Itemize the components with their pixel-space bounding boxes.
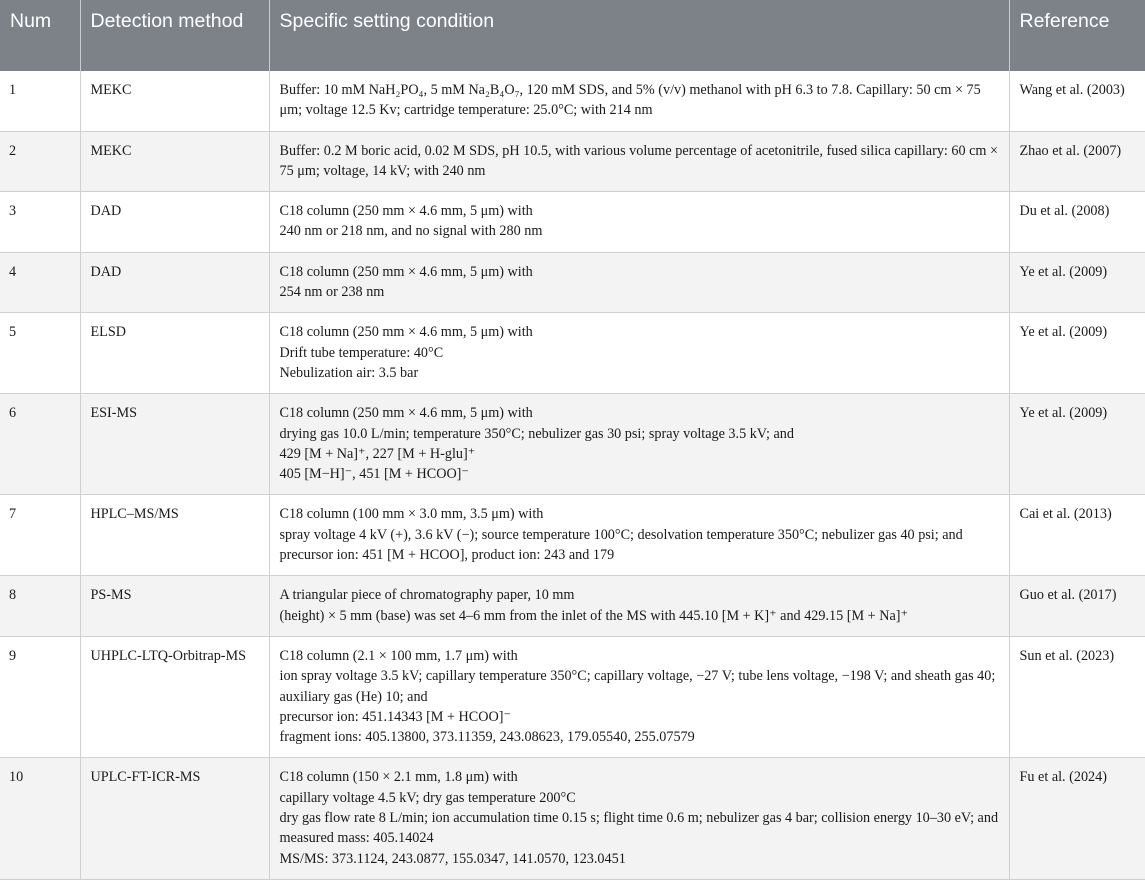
header-method: Detection method [80, 0, 269, 71]
setting-line: C18 column (150 × 2.1 mm, 1.8 μm) with [279, 769, 518, 786]
cell-num: 4 [0, 252, 80, 313]
setting-line: MS/MS: 373.1124, 243.0877, 155.0347, 141.0570, 123.0451 [279, 850, 626, 867]
setting-line: 429 [M + Na]⁺, 227 [M + H-glu]⁺ [279, 445, 476, 462]
cell-reference: Fu et al. (2024) [1009, 758, 1145, 879]
table-row [0, 495, 1145, 576]
cell-method: MEKC [80, 71, 269, 131]
cell-setting [269, 192, 1009, 253]
cell-reference: Sun et al. (2023) [1009, 636, 1145, 757]
cell-setting [269, 495, 1009, 576]
cell-reference: Ye et al. (2009) [1009, 394, 1145, 495]
table-row [0, 252, 1145, 313]
setting-line: capillary voltage 4.5 kV; dry gas temperature 200°C [279, 789, 576, 806]
setting-line: C18 column (2.1 × 100 mm, 1.7 μm) with [279, 647, 518, 664]
setting-line: (height) × 5 mm (base) was set 4–6 mm from the inlet of the MS with 445.10 [M + K]⁺ and 429.15 [M + Na]⁺ [279, 607, 908, 624]
setting-line: Nebulization air: 3.5 bar [279, 364, 419, 381]
cell-method: DAD [80, 252, 269, 313]
cell-reference: Wang et al. (2003) [1009, 71, 1145, 131]
table-body [0, 71, 1145, 879]
cell-num: 10 [0, 758, 80, 879]
setting-line: Drift tube temperature: 40°C [279, 344, 444, 361]
cell-reference: Guo et al. (2017) [1009, 576, 1145, 637]
cell-reference: Ye et al. (2009) [1009, 252, 1145, 313]
table-header-row [0, 0, 1145, 71]
setting-line: 405 [M−H]⁻, 451 [M + HCOO]⁻ [279, 466, 469, 483]
table-row [0, 758, 1145, 879]
cell-method: ELSD [80, 313, 269, 394]
cell-method: DAD [80, 192, 269, 253]
cell-reference: Zhao et al. (2007) [1009, 131, 1145, 192]
cell-method: PS-MS [80, 576, 269, 637]
table-row [0, 636, 1145, 757]
cell-reference: Ye et al. (2009) [1009, 313, 1145, 394]
table-row [0, 131, 1145, 192]
setting-line: fragment ions: 405.13800, 373.11359, 243.08623, 179.05540, 255.07579 [279, 729, 695, 746]
setting-line: dry gas flow rate 8 L/min; ion accumulation time 0.15 s; flight time 0.6 m; nebulizer gas 4 bar; collision energy 10–30 eV; and measured mass: 405.14024 [279, 810, 999, 847]
cell-num: 9 [0, 636, 80, 757]
setting-line: A triangular piece of chromatography paper, 10 mm [279, 587, 575, 604]
cell-reference: Du et al. (2008) [1009, 192, 1145, 253]
table-row [0, 192, 1145, 253]
setting-line: C18 column (100 mm × 3.0 mm, 3.5 μm) with [279, 506, 544, 523]
setting-line: C18 column (250 mm × 4.6 mm, 5 μm) with [279, 324, 533, 341]
cell-num: 6 [0, 394, 80, 495]
cell-num: 7 [0, 495, 80, 576]
header-reference: Reference [1009, 0, 1145, 71]
cell-num: 3 [0, 192, 80, 253]
cell-setting [269, 71, 1009, 131]
cell-setting [269, 576, 1009, 637]
table-row [0, 71, 1145, 131]
header-setting: Specific setting condition [269, 0, 1009, 71]
cell-num: 8 [0, 576, 80, 637]
setting-line: 240 nm or 218 nm, and no signal with 280 nm [279, 223, 543, 240]
setting-line: 254 nm or 238 nm [279, 284, 385, 301]
cell-num: 1 [0, 71, 80, 131]
cell-setting [269, 313, 1009, 394]
setting-line: C18 column (250 mm × 4.6 mm, 5 μm) with [279, 263, 533, 280]
setting-line: precursor ion: 451.14343 [M + HCOO]⁻ [279, 708, 511, 725]
setting-line: spray voltage 4 kV (+), 3.6 kV (−); source temperature 100°C; desolvation temperature 350°C; nebulizer gas 40 psi; and precursor ion: 451 [M + HCOO], product ion: 243 and 179 [279, 526, 963, 564]
cell-num: 5 [0, 313, 80, 394]
setting-line: drying gas 10.0 L/min; temperature 350°C; nebulizer gas 30 psi; spray voltage 3.5 kV; and [279, 425, 794, 442]
cell-method: ESI-MS [80, 394, 269, 495]
cell-setting [269, 131, 1009, 192]
cell-setting [269, 252, 1009, 313]
cell-method: UPLC-FT-ICR-MS [80, 758, 269, 879]
cell-setting [269, 636, 1009, 757]
setting-line: Buffer: 10 mM NaH₂PO₄, 5 mM Na₂B₄O₇, 120 mM SDS, and 5% (v/v) methanol with pH 6.3 to 7.8. Capillary: 50 cm × 75 μm; voltage 12.5 Kv; cartridge temperature: 25.0°C; with 214 nm [279, 82, 981, 119]
cell-setting [269, 758, 1009, 879]
table-row [0, 576, 1145, 637]
header-num: Num [0, 0, 80, 71]
cell-num: 2 [0, 131, 80, 192]
cell-reference: Cai et al. (2013) [1009, 495, 1145, 576]
table-row [0, 394, 1145, 495]
setting-line: Buffer: 0.2 M boric acid, 0.02 M SDS, pH 10.5, with various volume percentage of acetonitrile, fused silica capillary: 60 cm × 75 μm; voltage, 14 kV; with 240 nm [279, 142, 999, 179]
cell-setting [269, 394, 1009, 495]
setting-line: C18 column (250 mm × 4.6 mm, 5 μm) with [279, 405, 533, 422]
cell-method: UHPLC-LTQ-Orbitrap-MS [80, 636, 269, 757]
setting-line: C18 column (250 mm × 4.6 mm, 5 μm) with [279, 203, 533, 220]
table-row [0, 313, 1145, 394]
setting-line: ion spray voltage 3.5 kV; capillary temperature 350°C; capillary voltage, −27 V; tube lens voltage, −198 V; and sheath gas 40; auxiliary gas (He) 10; and [279, 668, 996, 705]
cell-method: HPLC–MS/MS [80, 495, 269, 576]
cell-method: MEKC [80, 131, 269, 192]
